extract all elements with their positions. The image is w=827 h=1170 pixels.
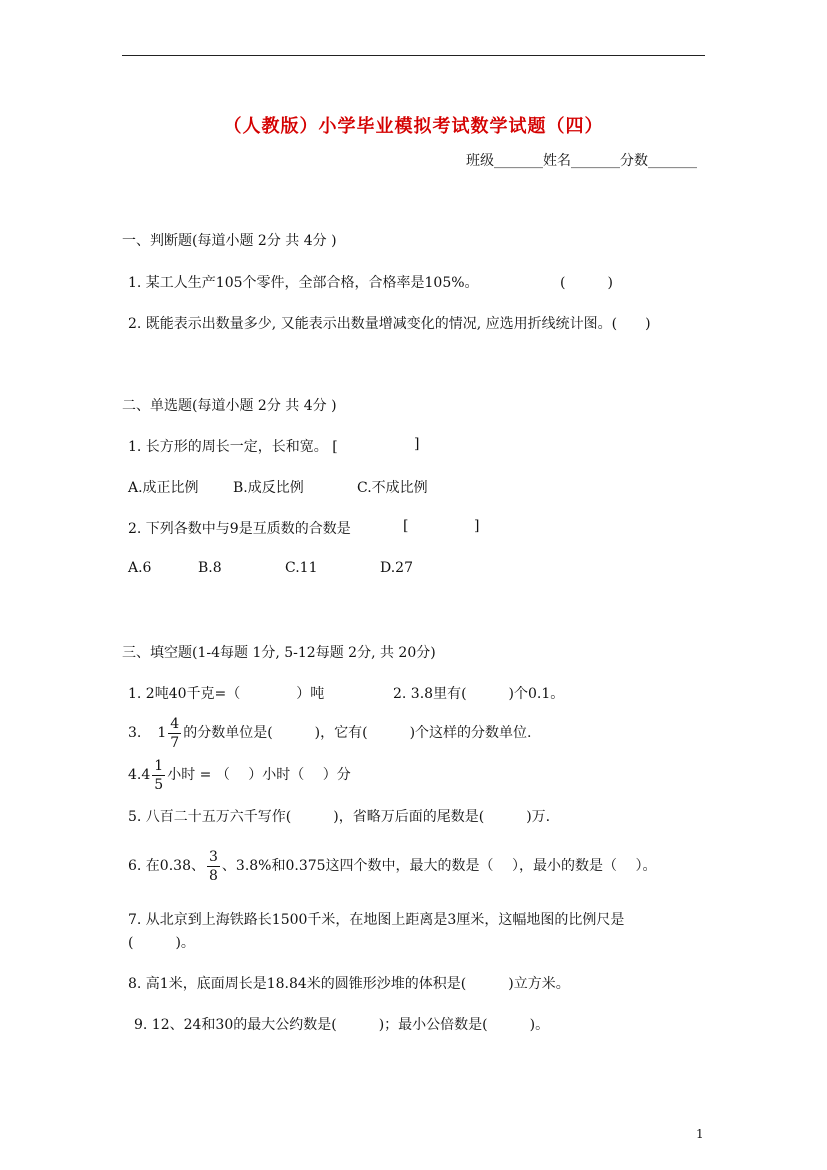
- q6-text-b: 、3.8%和0.375这四个数中，最大的数是（ ），最小的数是（ ）。: [221, 858, 657, 874]
- header-rule: [122, 55, 705, 56]
- section1-question-1-blank: ( ): [560, 275, 613, 291]
- section2-question-1-bracket: ]: [414, 436, 420, 452]
- q6-denominator: 8: [208, 867, 218, 884]
- q3-numerator: 4: [170, 715, 180, 732]
- q3-fraction: [168, 717, 181, 750]
- section2-q2-option-b: B.8: [198, 560, 222, 576]
- q3-number: 3.: [128, 725, 142, 741]
- q3-denominator: 7: [170, 734, 180, 751]
- section3-question-2: 2. 3.8里有( )个0.1。: [393, 686, 565, 702]
- section3-question-3: [128, 716, 532, 750]
- q4-mixed-whole: 4: [141, 767, 151, 783]
- section2-q1-option-b: B.成反比例: [233, 480, 304, 496]
- section1-heading: 一、判断题(每道小题 2分 共 4分 ): [122, 233, 337, 249]
- q4-denominator: 5: [154, 776, 164, 793]
- section3-heading: 三、填空题(1-4每题 1分, 5-12每题 2分, 共 20分): [122, 645, 436, 661]
- section3-question-1: 1. 2吨40千克=（ ）吨: [128, 686, 325, 702]
- section3-question-9: 9. 12、24和30的最大公约数是( )；最小公倍数是( )。: [134, 1017, 550, 1033]
- section2-question-2-bracket-close: ]: [474, 518, 480, 534]
- q4-number: 4.: [128, 767, 142, 783]
- section3-question-8: 8. 高1米，底面周长是18.84米的圆锥形沙堆的体积是( )立方米。: [128, 976, 570, 992]
- q4-text: 小时 = （ ）小时（ ）分: [167, 767, 351, 783]
- q6-fraction: [207, 850, 220, 883]
- q6-numerator: 3: [208, 848, 218, 865]
- q3-text: 的分数单位是( )，它有( )个这样的分数单位.: [183, 725, 532, 741]
- section3-question-6: [128, 846, 656, 886]
- section3-question-7-line-1: 7. 从北京到上海铁路长1500千米，在地图上距离是3厘米，这幅地图的比例尺是: [128, 912, 625, 928]
- section2-heading: 二、单选题(每道小题 2分 共 4分 ): [122, 398, 337, 414]
- page-number: 1: [696, 1127, 704, 1141]
- section2-q1-option-a: A.成正比例: [128, 480, 199, 496]
- section2-question-1: 1. 长方形的周长一定，长和宽。 [: [128, 439, 338, 455]
- q3-mixed-whole: 1: [157, 725, 167, 741]
- q6-text-a: 6. 在0.38、: [128, 858, 205, 874]
- q4-numerator: 1: [154, 757, 164, 774]
- section1-question-1: 1. 某工人生产105个零件，全部合格，合格率是105%。: [128, 275, 479, 291]
- section2-q2-option-c: C.11: [285, 560, 318, 576]
- section2-q1-option-c: C.不成比例: [357, 480, 428, 496]
- section3-question-7-line-2: ( )。: [128, 935, 195, 951]
- student-info-line: 班级_______姓名_______分数_______: [466, 153, 697, 169]
- section2-q2-option-a: A.6: [128, 560, 152, 576]
- section3-question-4: [128, 758, 351, 792]
- section2-question-2: 2. 下列各数中与9是互质数的合数是: [128, 521, 351, 537]
- section2-question-2-bracket-open: [: [403, 518, 409, 534]
- section1-question-2: 2. 既能表示出数量多少, 又能表示出数量增减变化的情况, 应选用折线统计图。( ): [128, 316, 651, 332]
- q4-fraction: [152, 759, 165, 792]
- section2-q2-option-d: D.27: [380, 560, 413, 576]
- section3-question-5: 5. 八百二十五万六千写作( )，省略万后面的尾数是( )万.: [128, 809, 551, 825]
- page-title: （人教版）小学毕业模拟考试数学试题（四）: [223, 116, 604, 137]
